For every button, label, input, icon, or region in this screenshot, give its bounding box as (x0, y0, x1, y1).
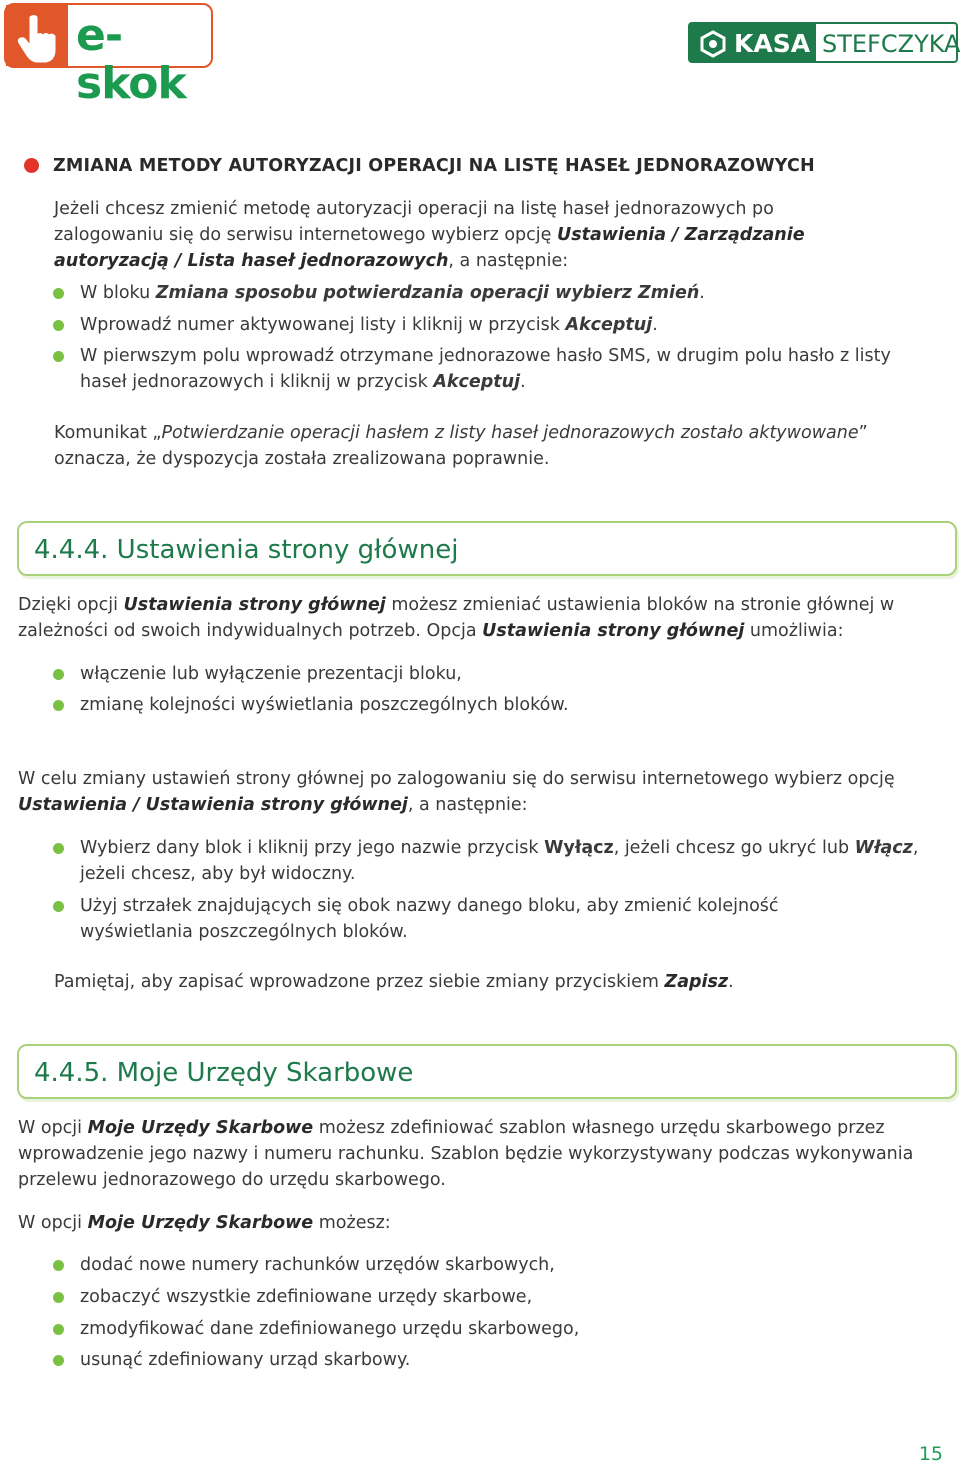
list-item: W bloku Zmiana sposobu potwierdzania operacji wybierz Zmień. (80, 280, 940, 306)
page-number: 15 (918, 1443, 943, 1465)
stefczyka-text: STEFCZYKA (822, 30, 960, 58)
list-item: zmianę kolejności wyświetlania poszczególnych bloków. (80, 692, 940, 718)
kasa-stefczyka-logo (688, 22, 958, 63)
section3-options-intro: W opcji Moje Urzędy Skarbowe możesz: (18, 1213, 391, 1233)
list-item: zobaczyć wszystkie zdefiniowane urzędy skarbowe, (80, 1284, 940, 1310)
list-item: dodać nowe numery rachunków urzędów skarbowych, (80, 1252, 940, 1278)
kasa-text: KASA (734, 29, 811, 58)
save-reminder: Pamiętaj, aby zapisać wprowadzone przez siebie zmiany przyciskiem Zapisz. (54, 972, 734, 992)
section2-instructions: W celu zmiany ustawień strony głównej po zalogowaniu się do serwisu internetowego wybierz opcję Ustawienia / Ustawienia strony głównej, a następnie: (18, 769, 895, 815)
e-skok-logo (4, 3, 213, 109)
list-item: Wybierz dany blok i kliknij przy jego nazwie przycisk Wyłącz, jeżeli chcesz go ukryć lub Włącz, jeżeli chcesz, aby był widoczny. (80, 835, 930, 887)
list-item: Wprowadź numer aktywowanej listy i kliknij w przycisk Akceptuj. (80, 312, 940, 338)
list-item: Użyj strzałek znajdujących się obok nazwy danego bloku, aby zmienić kolejność wyświetlania poszczególnych bloków. (80, 893, 870, 945)
confirmation-note: Komunikat „Potwierdzanie operacji hasłem z listy haseł jednorazowych zostało aktywowane” oznacza, że dyspozycja została zrealizowana poprawnie. (54, 423, 868, 469)
hexagon-emblem-icon (700, 31, 726, 57)
list-item: usunąć zdefiniowany urząd skarbowy. (80, 1347, 940, 1373)
list-item: włączenie lub wyłączenie prezentacji bloku, (80, 661, 940, 687)
section-heading: 4.4.5. Moje Urzędy Skarbowe (34, 1058, 414, 1088)
section-title: ZMIANA METODY AUTORYZACJI OPERACJI NA LISTĘ HASEŁ JEDNORAZOWYCH (53, 156, 815, 176)
section1-intro: Jeżeli chcesz zmienić metodę autoryzacji operacji na listę haseł jednorazowych po zalogowaniu się do serwisu internetowego wybierz opcję Ustawienia / Zarządzanie autoryzacją / Lista haseł jednorazowych, a następnie: (54, 199, 805, 271)
section2-intro: Dzięki opcji Ustawienia strony głównej możesz zmieniać ustawienia bloków na stronie głównej w zależności od swoich indywidualnych potrzeb. Opcja Ustawienia strony głównej umożliwia: (18, 595, 895, 641)
hand-cursor-icon (6, 5, 68, 66)
section-heading: 4.4.4. Ustawienia strony głównej (34, 535, 459, 565)
section3-intro: W opcji Moje Urzędy Skarbowe możesz zdefiniować szablon własnego urzędu skarbowego przez wprowadzenie jego nazwy i numeru rachunku. Szablon będzie wykorzystywany podczas wykonywania przelewu jednorazowego do urzędu skarbowego. (18, 1118, 914, 1190)
list-item: W pierwszym polu wprowadź otrzymane jednorazowe hasło SMS, w drugim polu hasło z listy haseł jednorazowych i kliknij w przycisk Akceptuj. (80, 343, 910, 395)
section-bullet-icon (24, 158, 39, 173)
e-skok-wordmark: e-skok (76, 10, 186, 109)
section-heading-box (17, 521, 957, 576)
section-heading-box (17, 1044, 957, 1099)
list-item: zmodyfikować dane zdefiniowanego urzędu skarbowego, (80, 1316, 940, 1342)
